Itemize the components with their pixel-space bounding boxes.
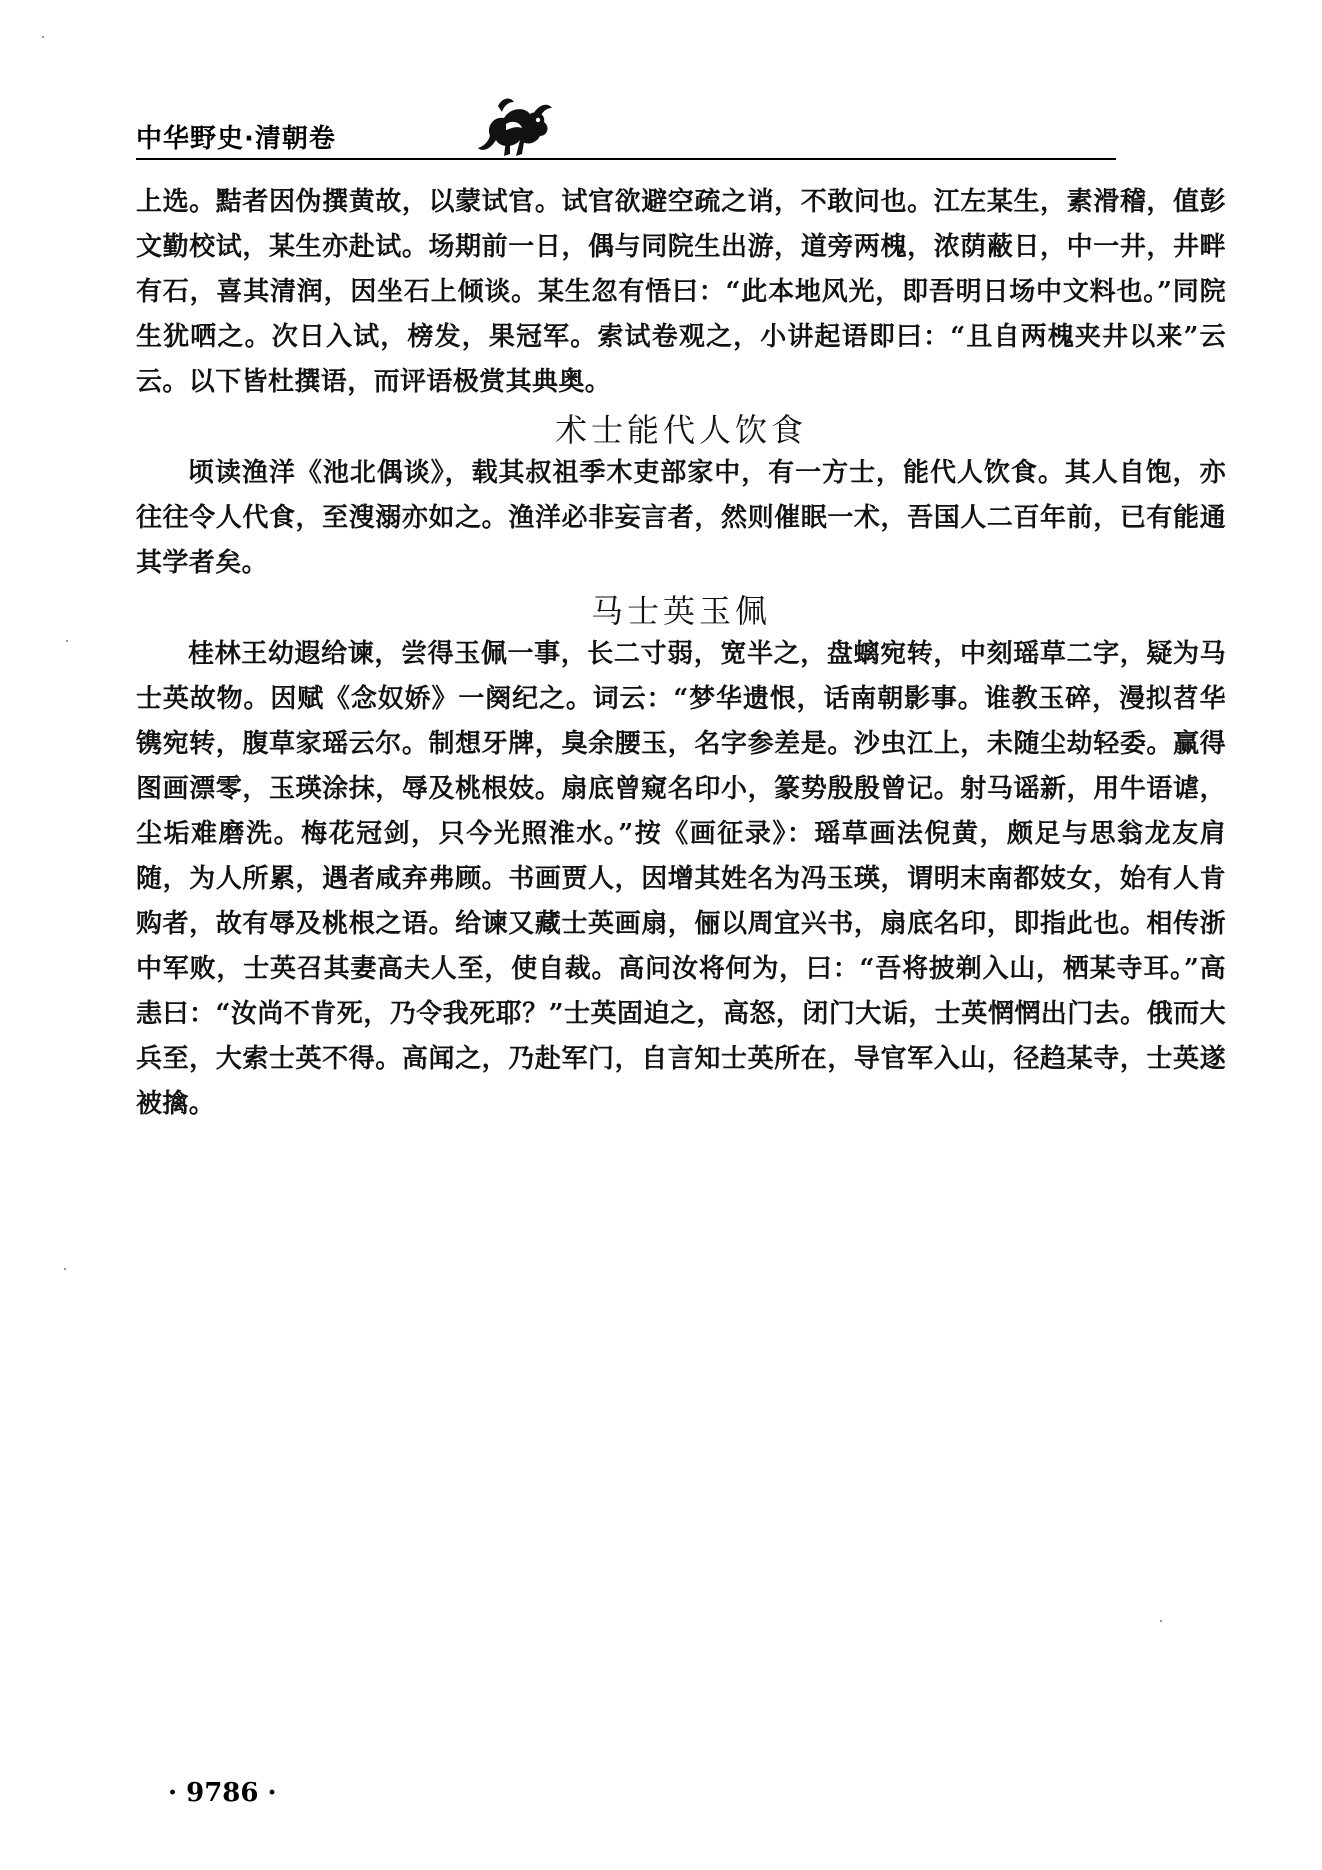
- scan-speck: [42, 36, 44, 38]
- section-title: 术士能代人饮食: [554, 411, 807, 449]
- dragon-emblem-icon: [476, 96, 556, 160]
- page-number: · 9786 ·: [168, 1778, 277, 1808]
- running-header: [136, 96, 1226, 156]
- section-paragraph: 顷读渔洋《池北偶谈》，载其叔祖季木吏部家中，有一方士，能代人饮食。其人自饱，亦往往令人代食，至溲溺亦如之。渔洋必非妄言者，然则催眠一术，吾国人二百年前，已有能通其学者矣。: [136, 458, 1226, 578]
- header-rule: [136, 158, 1116, 160]
- section-paragraph: 桂林王幼遐给谏，尝得玉佩一事，长二寸弱，宽半之，盘螭宛转，中刻瑶草二字，疑为马士英故物。因赋《念奴娇》一阕纪之。词云：“梦华遗恨，话南朝影事。谁教玉碎，漫拟苕华镌宛转，腹草家瑶云尔。制想牙牌，臭余腰玉，名字参差是。沙虫江上，未随尘劫轻委。赢得图画漂零，玉瑛涂抹，辱及桃根妓。扇底曾窥名印小，篆势殷殷曾记。射马谣新，用牛语谑，尘垢难磨洗。梅花冠剑，只今光照淮水。”按《画征录》：瑶草画法倪黄，颇足与思翁龙友肩随，为人所累，遇者咸弃弗顾。书画贾人，因增其姓名为冯玉瑛，谓明末南都妓女，始有人肯购者，故有辱及桃根之语。给谏又藏士英画扇，俪以周宜兴书，扇底名印，即指此也。相传浙中军败，士英召其妻高夫人至，使自裁。高问汝将何为，曰：“吾将披剃入山，栖某寺耳。”高恚曰：“汝尚不肯死，乃令我死耶？”士英固迫之，高怒，闭门大诟，士英惘惘出门去。俄而大兵至，大索士英不得。高闻之，乃赴军门，自言知士英所在，导官军入山，径趋某寺，士英遂被擒。: [136, 639, 1226, 1119]
- scan-speck: [64, 1268, 66, 1270]
- continued-paragraph: 上选。黠者因伪撰黄故，以蒙试官。试官欲避空疏之诮，不敢问也。江左某生，素滑稽，值彭文勤校试，某生亦赴试。场期前一日，偶与同院生出游，道旁两槐，浓荫蔽日，中一井，井畔有石，喜其清润，因坐石上倾谈。某生忽有悟曰：“此本地风光，即吾明日场中文料也。”同院生犹哂之。次日入试，榜发，果冠军。索试卷观之，小讲起语即曰：“且自两槐夹井以来”云云。以下皆杜撰语，而评语极赏其典奥。: [136, 187, 1226, 397]
- section-title: 马士英玉佩: [590, 592, 771, 630]
- page-body: [136, 180, 1226, 1127]
- book-title: 中华野史·清朝卷: [136, 124, 336, 154]
- scan-speck: [66, 640, 68, 642]
- scan-speck: [1160, 1620, 1162, 1622]
